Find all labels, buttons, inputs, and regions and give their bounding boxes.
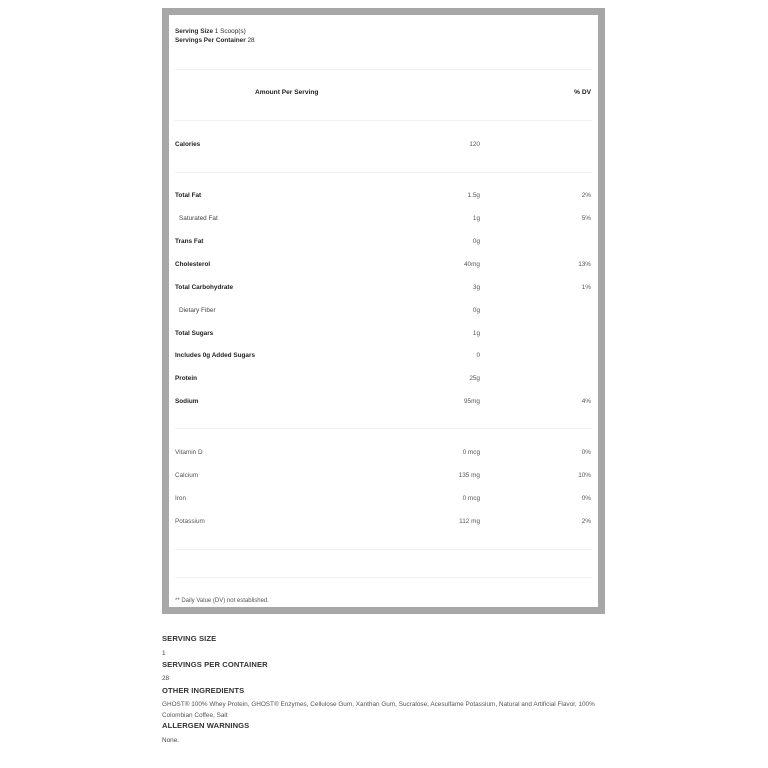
nutrient-dv: 4%: [581, 398, 591, 405]
vitamin-amount: 0 mcg: [462, 449, 480, 456]
servings-per-container-value: 28: [247, 37, 255, 44]
nutrient-label: Total Sugars: [175, 330, 214, 337]
amount-per-serving-header: Amount Per Serving: [255, 89, 319, 96]
nutrient-amount: 3g: [472, 284, 480, 291]
serving-size-value: 1 Scoop(s): [214, 28, 246, 35]
allergen-warnings-value: None.: [162, 737, 180, 744]
vitamin-dv: 0%: [581, 449, 591, 456]
vitamin-label: Vitamin D: [175, 449, 203, 456]
servings-per-container-value: 28: [162, 675, 170, 682]
vitamin-dv: 10%: [578, 472, 591, 479]
vitamin-dv: 2%: [581, 518, 591, 525]
vitamin-amount: 135 mg: [458, 472, 480, 479]
divider: [175, 577, 592, 578]
nutrient-amount: 0g: [472, 238, 480, 245]
nutrient-label: Dietary Fiber: [179, 307, 216, 314]
dv-header: % DV: [574, 89, 591, 96]
nutrient-amount: 25g: [469, 375, 480, 382]
nutrient-amount: 95mg: [464, 398, 480, 405]
divider: [175, 428, 592, 429]
calories-label: Calories: [175, 141, 201, 148]
section-title: ALLERGEN WARNINGS: [162, 721, 250, 730]
allergen-warnings-section: [162, 721, 602, 730]
nutrient-amount: 1g: [472, 215, 480, 222]
vitamin-amount: 112 mg: [459, 518, 480, 525]
vitamin-label: Iron: [175, 495, 187, 502]
vitamin-dv: 0%: [581, 495, 591, 502]
vitamin-label: Calcium: [175, 472, 199, 479]
nutrient-label: Sodium: [175, 398, 199, 405]
nutrient-label: Cholesterol: [175, 261, 211, 268]
divider: [175, 172, 592, 173]
calories-value: 120: [469, 141, 480, 148]
nutrient-amount: 0: [476, 352, 480, 359]
nutrient-amount: 1.5g: [467, 192, 480, 199]
servings-per-container-section: [162, 660, 602, 669]
section-title: OTHER INGREDIENTS: [162, 686, 245, 695]
nutrient-label: Protein: [175, 375, 198, 382]
divider: [175, 69, 592, 70]
other-ingredients-value: GHOST® 100% Whey Protein, GHOST® Enzymes, Cellulose Gum, Xanthan Gum, Sucralose, Acesulfame Potassium, Natural and Artificial Flavor, 100% Colombian Coffee, Salt: [162, 701, 595, 719]
nutrient-amount: 0g: [472, 307, 480, 314]
servings-per-container-label: Servings Per Container: [175, 37, 246, 44]
nutrition-facts-panel: [162, 8, 605, 614]
serving-size-label: Serving Size: [175, 28, 214, 35]
vitamin-amount: 0 mcg: [462, 495, 480, 502]
nutrient-amount: 40mg: [464, 261, 480, 268]
section-title: SERVINGS PER CONTAINER: [162, 660, 268, 669]
nutrient-label: Total Carbohydrate: [175, 284, 234, 291]
nutrient-dv: 2%: [581, 192, 591, 199]
divider: [175, 120, 592, 121]
other-ingredients-section: [162, 686, 602, 695]
section-title: SERVING SIZE: [162, 634, 217, 643]
nutrient-label: Trans Fat: [175, 238, 204, 245]
nutrient-dv: 1%: [581, 284, 591, 291]
nutrient-dv: 5%: [581, 215, 591, 222]
nutrient-label: Includes 0g Added Sugars: [175, 352, 256, 359]
vitamin-label: Potassium: [175, 518, 205, 525]
servings-per-container-row: [175, 37, 255, 44]
daily-value-footnote: ** Daily Value (DV) not established.: [175, 598, 269, 604]
divider: [175, 549, 592, 550]
nutrient-amount: 1g: [472, 330, 480, 337]
serving-size-row: [175, 28, 246, 35]
serving-size-value: 1: [162, 650, 166, 657]
nutrient-dv: 13%: [578, 261, 591, 268]
serving-size-section: [162, 634, 602, 643]
nutrient-label: Saturated Fat: [179, 215, 218, 222]
nutrient-label: Total Fat: [175, 192, 202, 199]
